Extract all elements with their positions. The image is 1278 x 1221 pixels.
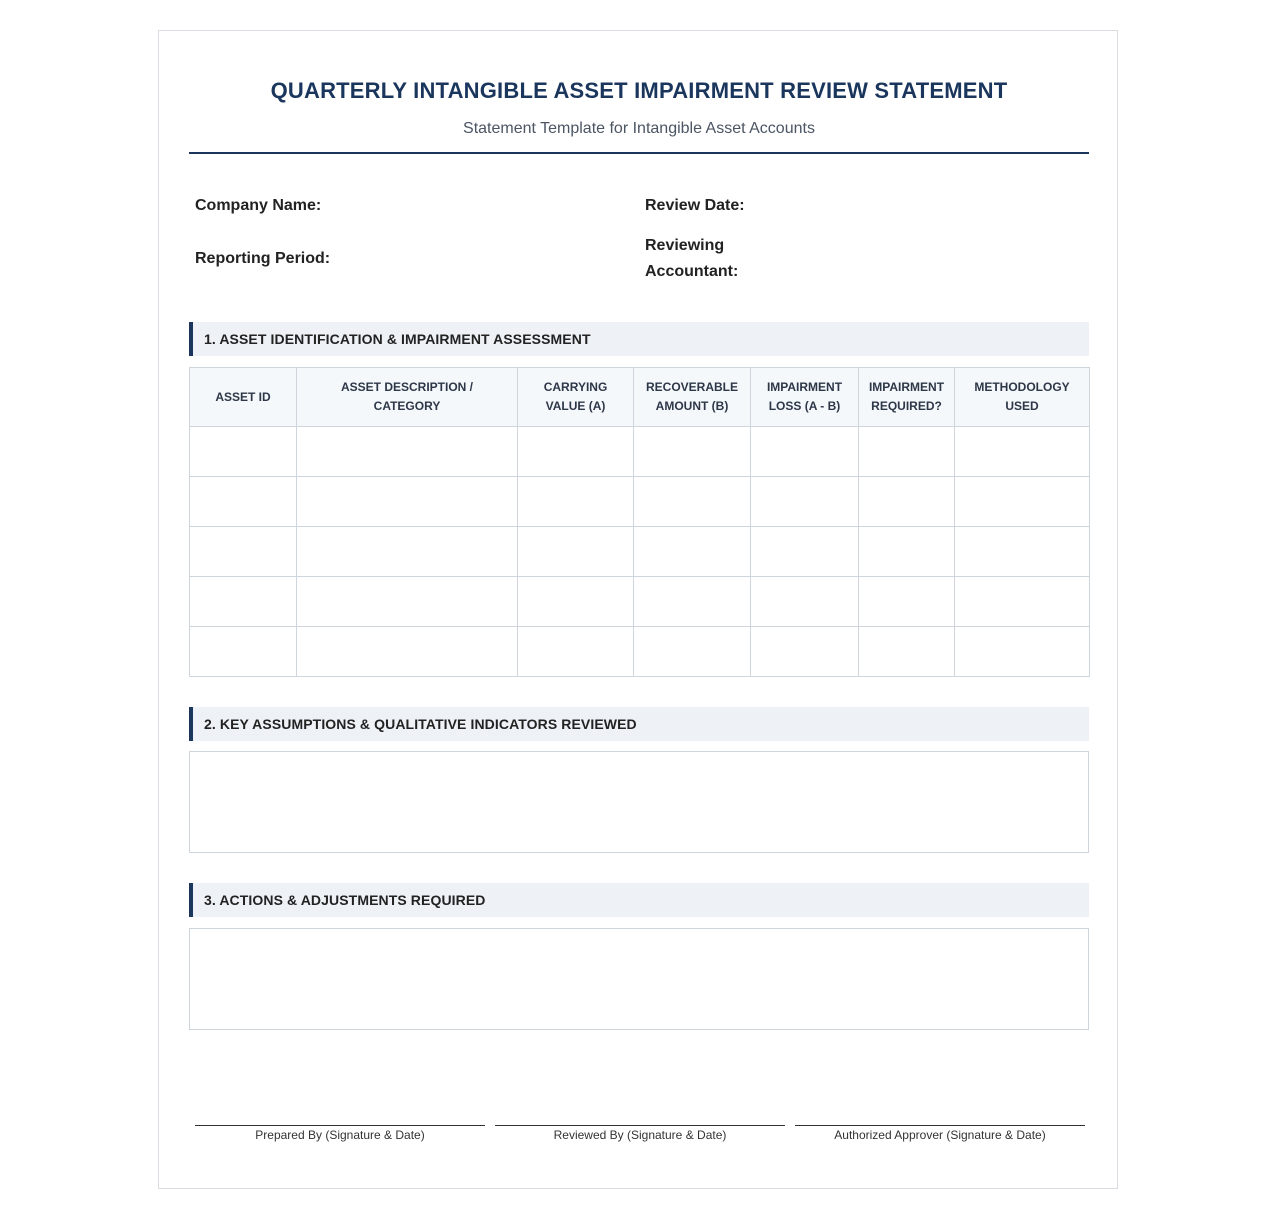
section-3-header <box>189 883 1089 917</box>
table-cell[interactable] <box>190 477 297 527</box>
table-cell[interactable] <box>955 627 1090 677</box>
section-2-heading: 2. KEY ASSUMPTIONS & QUALITATIVE INDICATORS REVIEWED <box>204 716 637 732</box>
column-header-impairment-required: IMPAIRMENT REQUIRED? <box>859 368 955 427</box>
table-cell[interactable] <box>859 577 955 627</box>
signature-approver-label: Authorized Approver (Signature & Date) <box>834 1128 1046 1142</box>
section-3-heading: 3. ACTIONS & ADJUSTMENTS REQUIRED <box>204 892 486 908</box>
table-cell[interactable] <box>751 527 859 577</box>
table-cell[interactable] <box>859 427 955 477</box>
table-row <box>190 427 1090 477</box>
table-cell[interactable] <box>634 527 751 577</box>
key-assumptions-textbox[interactable] <box>189 751 1089 853</box>
reporting-period-label: Reporting Period: <box>195 250 331 267</box>
table-cell[interactable] <box>297 477 518 527</box>
title-divider <box>189 152 1089 154</box>
section-2-header <box>189 707 1089 741</box>
table-row <box>190 627 1090 677</box>
table-cell[interactable] <box>751 627 859 677</box>
reviewing-accountant-label-line1: Reviewing <box>645 237 725 254</box>
table-cell[interactable] <box>634 477 751 527</box>
column-header-carrying-value: CARRYING VALUE (A) <box>518 368 634 427</box>
column-header-impairment-loss: IMPAIRMENT LOSS (A - B) <box>751 368 859 427</box>
review-date-label: Review Date: <box>645 197 745 214</box>
signature-reviewed-by[interactable] <box>495 1125 785 1142</box>
table-cell[interactable] <box>518 477 634 527</box>
table-cell[interactable] <box>955 527 1090 577</box>
table-cell[interactable] <box>190 627 297 677</box>
section-1-header <box>189 322 1089 356</box>
column-header-methodology: METHODOLOGY USED <box>955 368 1090 427</box>
table-row <box>190 527 1090 577</box>
table-cell[interactable] <box>955 577 1090 627</box>
section-1-heading: 1. ASSET IDENTIFICATION & IMPAIRMENT ASSESSMENT <box>204 331 591 347</box>
document-title: QUARTERLY INTANGIBLE ASSET IMPAIRMENT REVIEW STATEMENT <box>270 78 1008 103</box>
actions-adjustments-textbox[interactable] <box>189 928 1089 1030</box>
table-cell[interactable] <box>634 577 751 627</box>
table-cell[interactable] <box>518 427 634 477</box>
signature-prepared-label: Prepared By (Signature & Date) <box>255 1128 425 1142</box>
asset-assessment-table <box>189 367 1090 677</box>
table-cell[interactable] <box>751 427 859 477</box>
table-cell[interactable] <box>634 627 751 677</box>
table-cell[interactable] <box>751 577 859 627</box>
table-header-row <box>190 368 1090 427</box>
table-cell[interactable] <box>190 527 297 577</box>
document-subtitle: Statement Template for Intangible Asset Accounts <box>463 120 815 137</box>
table-row <box>190 477 1090 527</box>
table-cell[interactable] <box>297 527 518 577</box>
signature-authorized-approver[interactable] <box>795 1125 1085 1142</box>
table-cell[interactable] <box>859 477 955 527</box>
table-cell[interactable] <box>518 527 634 577</box>
table-cell[interactable] <box>518 627 634 677</box>
column-header-asset-description: ASSET DESCRIPTION / CATEGORY <box>297 368 518 427</box>
signature-reviewed-label: Reviewed By (Signature & Date) <box>553 1128 727 1142</box>
column-header-asset-id: ASSET ID <box>190 368 297 427</box>
table-cell[interactable] <box>955 427 1090 477</box>
reviewing-accountant-label <box>645 233 738 285</box>
table-cell[interactable] <box>955 477 1090 527</box>
document-page <box>158 30 1118 1189</box>
signature-prepared-by[interactable] <box>195 1125 485 1142</box>
table-cell[interactable] <box>190 427 297 477</box>
table-cell[interactable] <box>751 477 859 527</box>
reviewing-accountant-label-line2: Accountant: <box>645 263 739 280</box>
table-row <box>190 577 1090 627</box>
table-cell[interactable] <box>297 427 518 477</box>
table-cell[interactable] <box>297 577 518 627</box>
table-cell[interactable] <box>190 577 297 627</box>
table-cell[interactable] <box>859 527 955 577</box>
table-cell[interactable] <box>634 427 751 477</box>
table-cell[interactable] <box>859 627 955 677</box>
company-name-label: Company Name: <box>195 197 322 214</box>
column-header-recoverable-amount: RECOVERABLE AMOUNT (B) <box>634 368 751 427</box>
table-cell[interactable] <box>297 627 518 677</box>
table-cell[interactable] <box>518 577 634 627</box>
